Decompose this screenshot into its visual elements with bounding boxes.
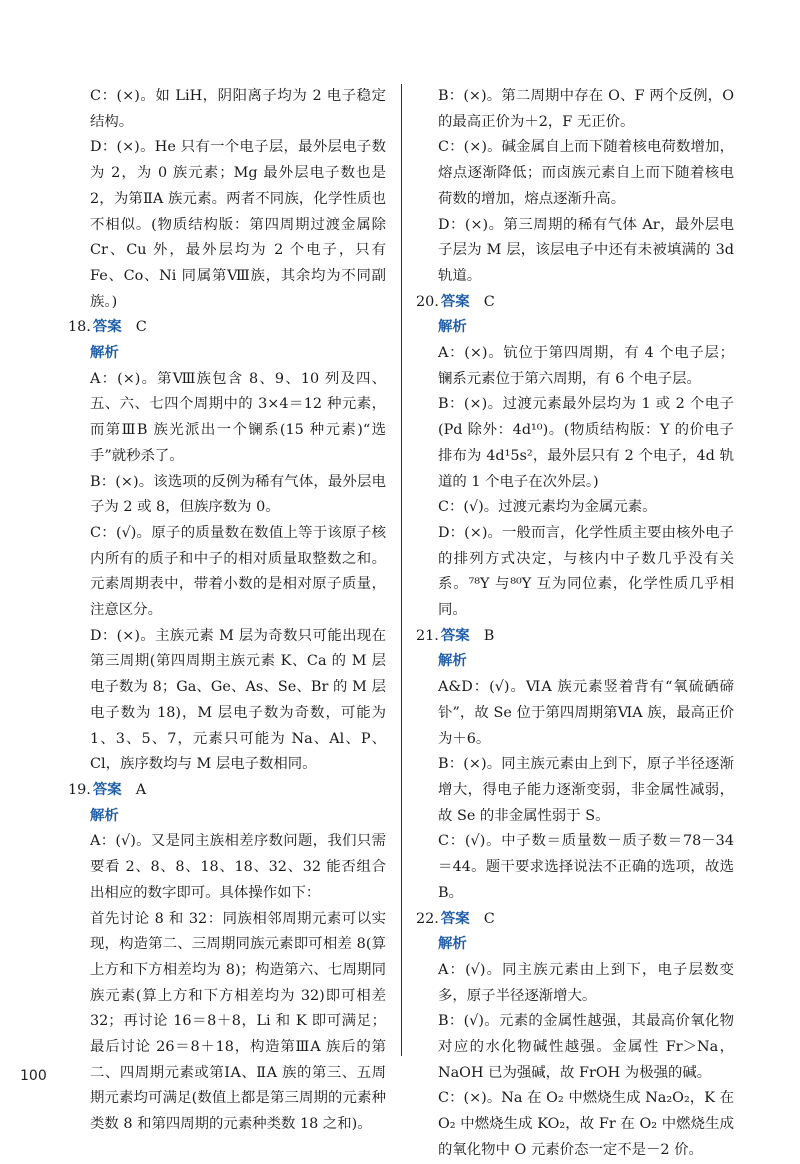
question-header	[68, 315, 386, 341]
page-number: 100	[20, 1068, 47, 1084]
answer-paragraph: B：(×)。同主族元素由上到下，原子半径逐渐增大，得电子能力逐渐变弱，非金属性减弱，故 Se 的非金属性弱于 S。	[438, 756, 734, 824]
answer-letter: C	[483, 293, 495, 310]
analysis-label: 解析	[90, 345, 119, 362]
question-number: 20.	[416, 293, 439, 310]
column-divider	[401, 84, 402, 1056]
answer-paragraph: B：(×)。第二周期中存在 O、F 两个反例，O 的最高正价为＋2，F 无正价。	[438, 88, 734, 130]
answer-paragraph: A：(×)。钪位于第四周期，有 4 个电子层；镧系元素位于第六周期，有 6 个电子层。	[438, 345, 734, 387]
answer-paragraph: A：(√)。同主族元素由上到下，电子层数变多，原子半径逐渐增大。	[438, 961, 734, 1004]
question-header	[68, 778, 386, 804]
answer-letter: B	[483, 627, 495, 644]
answer-paragraph: D：(×)。主族元素 M 层为奇数只可能出现在第三周期(第四周期主族元素 K、Ca 的 M 层电子数为 8；Ga、Ge、As、Se、Br 的 M 层电子数为 18)，M 层电子数为奇数，可能为 1、3、5、7，元素只可能为 Na、Al、P、Cl，族序数均与 M 层电子数相同。	[90, 627, 386, 773]
answer-paragraph: D：(×)。He 只有一个电子层，最外层电子数为 2，为 0 族元素；Mg 最外层电子数也是 2，为第ⅡA 族元素。两者不同族，化学性质也不相似。(物质结构版：第四周期过渡金属除 Cr、Cu 外，最外层均为 2 个电子，只有 Fe、Co、Ni 同属第Ⅷ族，其余均为不同副族。)	[90, 139, 386, 310]
answer-paragraph: C：(√)。中子数＝质量数－质子数＝78－34＝44。题干要求选择说法不正确的选项，故选 B。	[438, 833, 734, 901]
answer-paragraph: A&D：(√)。ⅥA 族元素竖着背有“氧硫硒碲钋”，故 Se 位于第四周期第ⅥA 族，最高正价为＋6。	[438, 679, 734, 747]
answer-paragraph: C：(×)。碱金属自上而下随着核电荷数增加，熔点逐渐降低；而卤族元素自上而下随着核电荷数的增加，熔点逐渐升高。	[438, 139, 734, 207]
analysis-label: 解析	[438, 319, 467, 336]
question-number: 22.	[416, 910, 439, 927]
answer-paragraph: C：(√)。原子的质量数在数值上等于该原子核内所有的质子和中子的相对质量取整数之和。元素周期表中，带着小数的是相对原子质量，注意区分。	[90, 524, 386, 619]
right-column	[416, 84, 734, 1164]
answer-paragraph: B：(×)。该选项的反例为稀有气体，最外层电子为 2 或 8，但族序数为 0。	[90, 473, 386, 516]
left-column	[68, 84, 386, 1138]
answer-paragraph: A：(×)。第Ⅷ族包含 8、9、10 列及四、五、六、七四个周期中的 3×4＝12 种元素，而第ⅢB 族光派出一个镧系(15 种元素)“选手”就秒杀了。	[90, 370, 386, 464]
analysis-label: 解析	[438, 936, 467, 953]
question-number: 21.	[416, 627, 439, 644]
answer-letter: C	[135, 319, 147, 336]
answer-paragraph: C：(√)。过渡元素均为金属元素。	[438, 499, 657, 516]
answer-letter: C	[483, 910, 495, 927]
answer-label: 答案	[440, 910, 470, 927]
analysis-label: 解析	[90, 807, 119, 824]
answer-label: 答案	[440, 293, 470, 310]
answer-paragraph: C：(×)。Na 在 O₂ 中燃烧生成 Na₂O₂，K 在 O₂ 中燃烧生成 KO₂，故 Fr 在 O₂ 中燃烧生成的氧化物中 O 元素价态一定不是－2 价。	[438, 1090, 734, 1158]
question-header	[416, 290, 734, 316]
analysis-label: 解析	[438, 653, 467, 670]
answer-label: 答案	[92, 781, 122, 798]
answer-paragraph: 首先讨论 8 和 32：同族相邻周期元素可以实现，构造第二、三周期同族元素即可相差 8(算上方和下方相差均为 8)；构造第六、七周期同族元素(算上方和下方相差均为 32)即可相差 32；再讨论 16＝8＋8，Li 和 K 即可满足；最后讨论 26＝8＋18，构造第ⅢA 族后的第二、四周期元素或第ⅠA、ⅡA 族的第三、五周期元素均可满足(数值上都是第三周期的元素种类数 8 和第四周期的元素种类数 18 之和)。	[90, 910, 386, 1133]
question-number: 19.	[68, 781, 91, 798]
question-header	[416, 624, 734, 650]
answer-paragraph: D：(×)。第三周期的稀有气体 Ar，最外层电子层为 M 层，该层电子中还有未被填满的 3d 轨道。	[438, 216, 734, 284]
answer-letter: A	[135, 781, 147, 798]
question-header	[416, 907, 734, 933]
question-number: 18.	[68, 319, 91, 336]
answer-paragraph: A：(√)。又是同主族相差序数问题，我们只需要看 2、8、8、18、18、32、32 能否组合出相应的数字即可。具体操作如下：	[90, 833, 386, 901]
answer-paragraph: C：(×)。如 LiH，阴阳离子均为 2 电子稳定结构。	[90, 88, 386, 130]
answer-paragraph: B：(×)。过渡元素最外层均为 1 或 2 个电子(Pd 除外：4d¹⁰)。(物质结构版：Y 的价电子排布为 4d¹5s²，最外层只有 2 个电子，4d 轨道的 1 个电子在次外层。)	[438, 396, 734, 490]
answer-label: 答案	[92, 319, 122, 336]
answer-paragraph: D：(×)。一般而言，化学性质主要由核外电子的排列方式决定，与核内中子数几乎没有关系。⁷⁸Y 与⁸⁰Y 互为同位素，化学性质几乎相同。	[438, 524, 734, 619]
answer-paragraph: B：(√)。元素的金属性越强，其最高价氧化物对应的水化物碱性越强。金属性 Fr＞Na，NaOH 已为强碱，故 FrOH 为极强的碱。	[438, 1013, 734, 1081]
answer-label: 答案	[440, 627, 470, 644]
